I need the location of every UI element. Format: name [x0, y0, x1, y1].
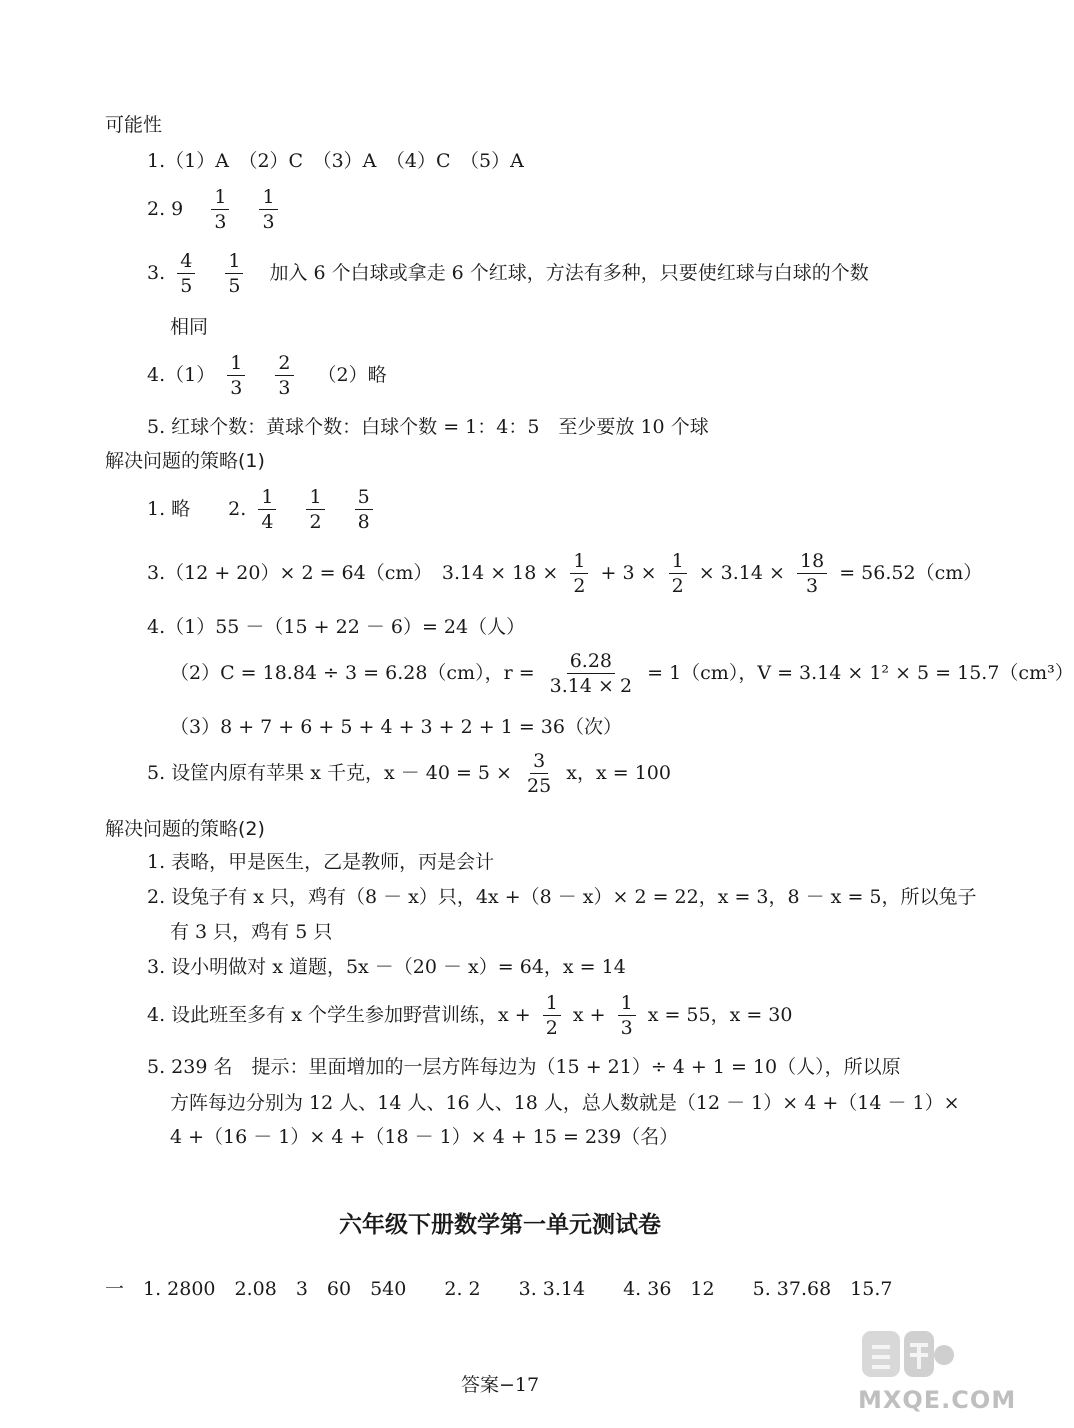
- strategy1-q4-2: （2）C = 18.84 ÷ 3 = 6.28（cm），r = $\frac{6.28}{3.14 \times 2}$ = 1（cm），V = 3.14 × 1² × 5 = 15.7（cm³）: [170, 650, 1074, 697]
- strategy2-q2-cont: 有 3 只，鸡有 5 只: [170, 921, 333, 943]
- strategy2-q2: 2. 设兔子有 x 只，鸡有（8 － x）只，4x +（8 － x）× 2 = 22，x = 3，8 － x = 5，所以兔子: [147, 886, 977, 908]
- fraction: $\frac{4}{5}$: [177, 252, 195, 296]
- probability-q4: 4.（1） $\frac{1}{3}$ $\frac{2}{3}$ （2）略: [147, 352, 387, 399]
- page-footer: 答案−17: [460, 1374, 540, 1396]
- fraction: $\frac{1}{3}$: [259, 188, 277, 232]
- probability-q3-cont: 相同: [170, 316, 209, 338]
- strategy1-q3: 3.（12 + 20）× 2 = 64（cm） 3.14 × 18 × $\frac{1}{2}$ + 3 × $\frac{1}{2}$ × 3.14 × $\frac{18}{3}$ = 56.52（cm）: [147, 550, 983, 597]
- section-title-probability: 可能性: [105, 114, 163, 136]
- fraction: $\frac{1}{3}$: [618, 994, 636, 1038]
- probability-q3: 3. $\frac{4}{5}$ $\frac{1}{5}$ 加入 6 个白球或拿走 6 个红球，方法有多种，只要使红球与白球的个数: [147, 250, 869, 297]
- fraction: $\frac{1}{2}$: [669, 552, 687, 596]
- q2-lead: 2. 9: [147, 198, 184, 220]
- fraction: $\frac{2}{3}$: [275, 354, 293, 398]
- section-title-strategy2: 解决问题的策略(2): [105, 818, 265, 840]
- fraction: $\frac{5}{8}$: [355, 488, 373, 532]
- test-title: 六年级下册数学第一单元测试卷: [339, 1212, 661, 1238]
- fraction: $\frac{1}{3}$: [227, 354, 245, 398]
- strategy1-q4-3: （3）8 + 7 + 6 + 5 + 4 + 3 + 2 + 1 = 36（次）: [170, 716, 622, 738]
- fraction: $\frac{18}{3}$: [797, 552, 827, 596]
- fraction: $\frac{6.28}{3.14 \times 2}$: [549, 650, 633, 697]
- fraction: $\frac{1}{2}$: [570, 552, 588, 596]
- fraction: $\frac{1}{4}$: [258, 488, 276, 532]
- probability-q5: 5. 红球个数：黄球个数：白球个数 = 1：4：5 至少要放 10 个球: [147, 416, 709, 438]
- fraction: $\frac{1}{3}$: [211, 188, 229, 232]
- fraction: $\frac{1}{5}$: [225, 252, 243, 296]
- strategy2-q5-line1: 5. 239 名 提示：里面增加的一层方阵每边为（15 + 21）÷ 4 + 1 = 10（人），所以原: [147, 1056, 901, 1078]
- watermark-text: MXQE.COM: [858, 1386, 1017, 1414]
- strategy2-q1: 1. 表略，甲是医生，乙是教师，丙是会计: [147, 851, 495, 873]
- strategy1-q5: 5. 设筐内原有苹果 x 千克，x － 40 = 5 × $\frac{3}{25}$ x，x = 100: [147, 750, 671, 797]
- test-answers-line: 一 1. 2800 2.08 3 60 540 2. 2 3. 3.14 4. 36 12 5. 37.68 15.7: [105, 1278, 893, 1300]
- probability-q1: 1.（1）A （2）C （3）A （4）C （5）A: [147, 150, 524, 172]
- strategy1-q1-q2: 1. 略 2. $\frac{1}{4}$ $\frac{1}{2}$ $\frac{5}{8}$: [147, 488, 379, 532]
- probability-q2: [147, 188, 284, 232]
- answer-logo-icon: [860, 1325, 956, 1383]
- strategy2-q5-line3: 4 +（16 － 1）× 4 +（18 － 1）× 4 + 15 = 239（名）: [170, 1126, 679, 1148]
- fraction: $\frac{1}{2}$: [306, 488, 324, 532]
- fraction: $\frac{3}{25}$: [527, 750, 552, 797]
- fraction: $\frac{1}{2}$: [543, 994, 561, 1038]
- strategy2-q4: 4. 设此班至多有 x 个学生参加野营训练，x + $\frac{1}{2}$ x + $\frac{1}{3}$ x = 55，x = 30: [147, 992, 793, 1039]
- section-title-strategy1: 解决问题的策略(1): [105, 450, 265, 472]
- strategy2-q3: 3. 设小明做对 x 道题，5x －（20 － x）= 64，x = 14: [147, 956, 626, 978]
- strategy2-q5-line2: 方阵每边分别为 12 人、14 人、16 人、18 人，总人数就是（12 － 1）× 4 +（14 － 1）×: [170, 1092, 960, 1114]
- strategy1-q4-1: 4.（1）55 －（15 + 22 － 6）= 24（人）: [147, 616, 526, 638]
